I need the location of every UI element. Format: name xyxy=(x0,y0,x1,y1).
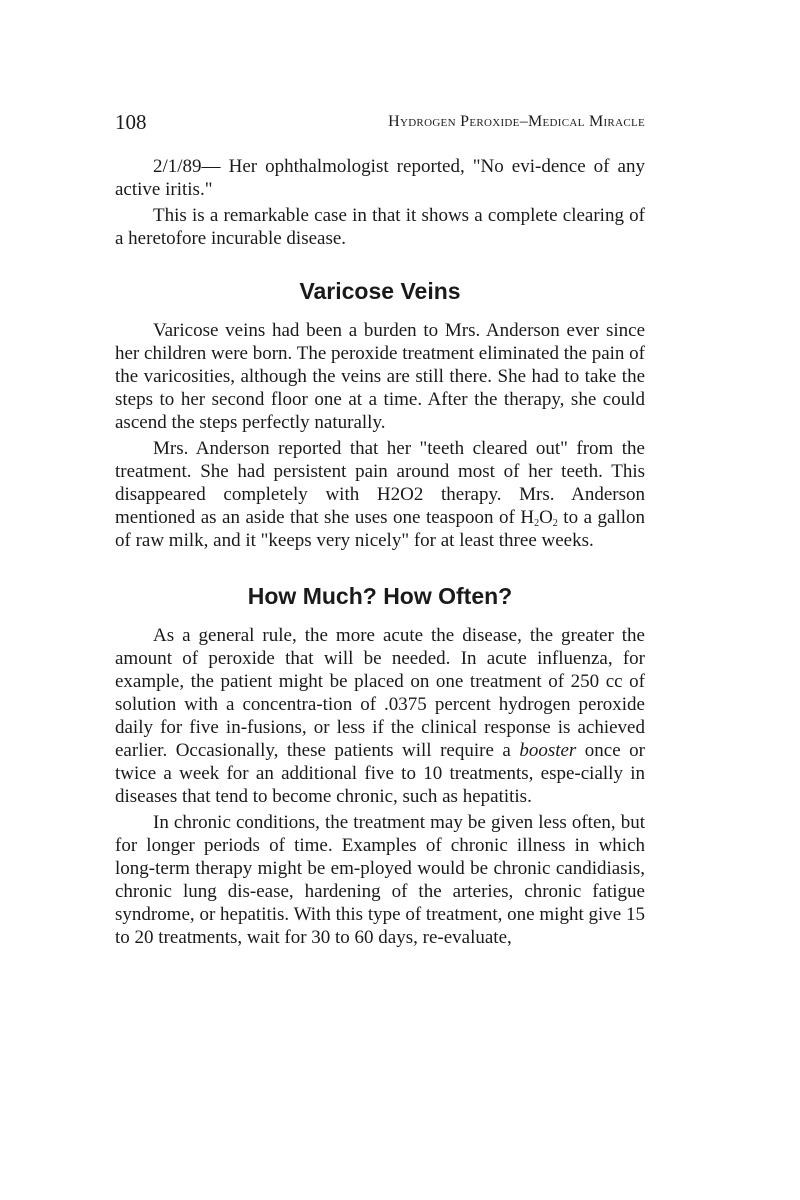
intro-paragraph-2: This is a remarkable case in that it shows a complete clearing of a heretofore incurable disease. xyxy=(115,205,645,249)
running-head xyxy=(115,109,645,135)
varicose-paragraph-2-text-c: to a gallon of raw milk, and it "keeps very nicely" for at least three weeks. xyxy=(115,507,645,551)
how-much-paragraph-2: In chronic conditions, the treatment may be given less often, but for longer periods of time. Examples of chronic illness in which long-term therapy might be em-ployed would be chronic candidiasis, chronic lung dis-ease, hardening of the arteries, chronic fatigue syndrome, or hepatitis. With this type of treatment, one might give 15 to 20 treatments, wait for 30 to 60 days, re-evaluate, xyxy=(115,812,645,948)
varicose-paragraph-2-text-a: Mrs. Anderson reported that her "teeth cleared out" from the treatment. She had persistent pain around most of her teeth. This disappeared completely with H2O2 therapy. Mrs. Anderson mentioned as an aside that she uses one teaspoon of H xyxy=(115,438,645,528)
how-much-paragraph-1-text-a: As a general rule, the more acute the disease, the greater the amount of peroxide that will be needed. In acute influenza, for example, the patient might be placed on one treatment of 250 cc of solution with a concentra-tion of .0375 percent hydrogen peroxide daily for five in-fusions, or less if the clinical response is achieved earlier. Occasionally, these patients will require a xyxy=(115,625,645,761)
how-much-paragraph-1-text-b: once or twice a week for an additional five to 10 treatments, espe-cially in diseases that tend to become chronic, such as hepatitis. xyxy=(115,740,645,807)
subscript-2: 2 xyxy=(552,518,558,529)
varicose-paragraph-1: Varicose veins had been a burden to Mrs. Anderson ever since her children were born. The peroxide treatment eliminated the pain of the varicosities, although the veins are still there. She had to take the steps to her second floor one at a time. After the therapy, she could ascend the steps perfectly naturally. xyxy=(115,320,645,433)
how-much-paragraph-1 xyxy=(115,624,645,808)
varicose-paragraph-2 xyxy=(115,437,645,552)
varicose-paragraph-2-text-b: O xyxy=(539,507,553,528)
section-heading-how-much-how-often: How Much? How Often? xyxy=(247,583,513,609)
section-heading-varicose-veins: Varicose Veins xyxy=(299,278,461,304)
subscript-2: 2 xyxy=(534,518,540,529)
booster-italic: booster xyxy=(519,740,577,761)
page-body xyxy=(115,155,645,952)
running-title: Hydrogen Peroxide–Medical Miracle xyxy=(388,113,645,130)
intro-paragraph-1: 2/1/89— Her ophthalmologist reported, "No evi-dence of any active iritis." xyxy=(115,156,645,200)
page-number: 108 xyxy=(115,110,147,134)
